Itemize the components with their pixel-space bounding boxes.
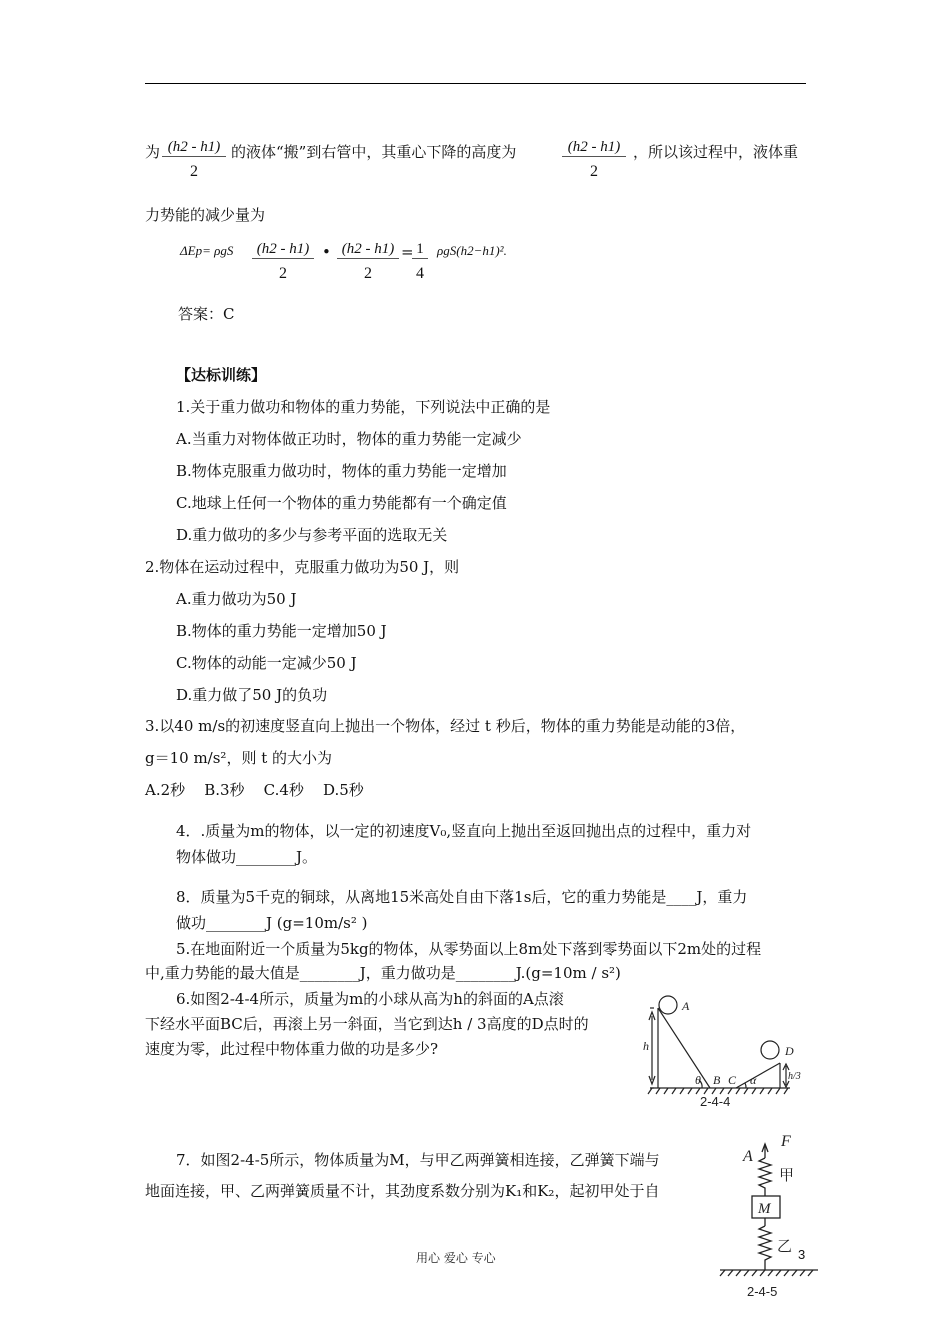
page-footer: 用心 爱心 专心 [416,1251,496,1265]
formula-equals: = [401,243,414,261]
q6-line1: 6.如图2-4-4所示，质量为m的小球从高为h的斜面的A点滚 [176,990,564,1008]
q4-line2: 物体做功________J。 [176,848,318,866]
q2-option-a: A.重力做功为50 J [176,590,297,608]
formula-tail: ρgS(h2−h1)². [437,243,507,258]
q3-options: A.2秒 B.3秒 C.4秒 D.5秒 [145,781,364,799]
intro-line2: 力势能的减少量为 [145,206,266,224]
intro-line1-c: ，所以该过程中，液体重 [633,143,799,161]
ball-at-d [761,1041,779,1059]
figure-2-4-5-caption: 2-4-5 [747,1284,778,1299]
q1-option-b: B.物体克服重力做功时，物体的重力势能一定增加 [176,462,507,480]
q5-line2: 中,重力势能的最大值是________J，重力做功是________J.(g=10m / s²) [145,964,621,982]
q1-option-a: A.当重力对物体做正功时，物体的重力势能一定减少 [176,430,522,448]
label-theta: θ [695,1073,701,1087]
label-h3: h/3 [788,1071,801,1082]
q8-line2: 做功________J (g=10m/s² ) [176,914,368,932]
figure-2-4-4 [640,990,810,1112]
fraction-4-denominator: 2 [364,265,372,282]
fraction-5 [412,241,428,283]
left-slope-incline [658,1008,710,1088]
spring-jia [759,1158,771,1196]
label-c: C [728,1073,737,1087]
header-rule [145,83,806,84]
q5-line1: 5.在地面附近一个质量为5kg的物体，从零势面以上8m处下落到零势面以下2m处的过程 [176,940,762,958]
fraction-3-denominator: 2 [279,265,287,282]
q8-line1: 8．质量为5千克的铜球，从离地15米高处自由下落1s后，它的重力势能是____J，重力 [176,888,748,906]
q6-line2: 下经水平面BC后，再滚上另一斜面，当它到达h / 3高度的D点时的 [145,1015,589,1033]
q4-line1: 4．.质量为m的物体，以一定的初速度V₀,竖直向上抛出至返回抛出点的过程中，重力对 [176,822,752,840]
q3-stem-line2: g＝10 m/s²，则 t 的大小为 [145,749,333,767]
label-b: B [713,1073,721,1087]
formula-lead: ΔEp= ρgS [180,243,234,258]
label-alpha: α [750,1073,757,1087]
label-m: M [758,1201,771,1217]
label-d: D [785,1044,794,1058]
ball-at-a [659,996,677,1014]
q6-line3: 速度为零，此过程中物体重力做的功是多少? [145,1040,439,1058]
label-h: h [643,1039,649,1053]
fraction-4-numerator: (h2 - h1) [337,241,399,259]
label-f: F [781,1133,791,1150]
fraction-2 [562,139,626,181]
label-a: A [743,1148,753,1165]
q2-option-b: B.物体的重力势能一定增加50 J [176,622,387,640]
fraction-2-numerator: (h2 - h1) [562,139,626,157]
intro-line1-b: 的液体“搬”到右管中，其重心下降的高度为 [231,143,517,161]
section-title: 【达标训练】 [176,366,267,384]
page-number: 3 [798,1247,806,1262]
formula-dot: • [322,243,331,261]
q1-option-d: D.重力做功的多少与参考平面的选取无关 [176,526,448,544]
q3-stem-line1: 3.以40 m/s的初速度竖直向上抛出一个物体，经过 t 秒后，物体的重力势能是动能的3倍， [145,717,746,735]
right-slope-incline [736,1063,780,1088]
q2-stem: 2.物体在运动过程中，克服重力做功为50 J，则 [145,558,460,576]
q7-line2: 地面连接，甲、乙两弹簧质量不计，其劲度系数分别为K₁和K₂，起初甲处于自 [145,1182,660,1200]
ground-hatch [720,1270,813,1276]
fraction-2-denominator: 2 [590,163,598,180]
q2-option-c: C.物体的动能一定减少50 J [176,654,357,672]
label-a: A [682,999,690,1013]
fraction-3-numerator: (h2 - h1) [252,241,314,259]
q1-stem: 1.关于重力做功和物体的重力势能，下列说法中正确的是 [176,398,551,416]
fraction-4 [337,241,399,283]
figure-2-4-5 [715,1130,825,1300]
q2-option-d: D.重力做了50 J的负功 [176,686,328,704]
spring-yi [759,1226,771,1270]
fraction-1-numerator: (h2 - h1) [162,139,226,157]
fraction-5-numerator: 1 [412,241,428,259]
fraction-1 [162,139,226,181]
label-jia: 甲 [779,1168,795,1184]
answer-line: 答案：C [178,305,235,323]
fraction-1-denominator: 2 [190,163,198,180]
label-yi: 乙 [777,1239,793,1255]
q7-line1: 7．如图2-4-5所示，物体质量为M，与甲乙两弹簧相连接，乙弹簧下端与 [176,1151,660,1169]
alpha-arc [745,1083,746,1088]
figure-2-4-4-caption: 2-4-4 [700,1094,731,1109]
fraction-5-denominator: 4 [416,265,424,282]
q1-option-c: C.地球上任何一个物体的重力势能都有一个确定值 [176,494,507,512]
intro-line1-a: 为 [145,143,161,161]
fraction-3 [252,241,314,283]
